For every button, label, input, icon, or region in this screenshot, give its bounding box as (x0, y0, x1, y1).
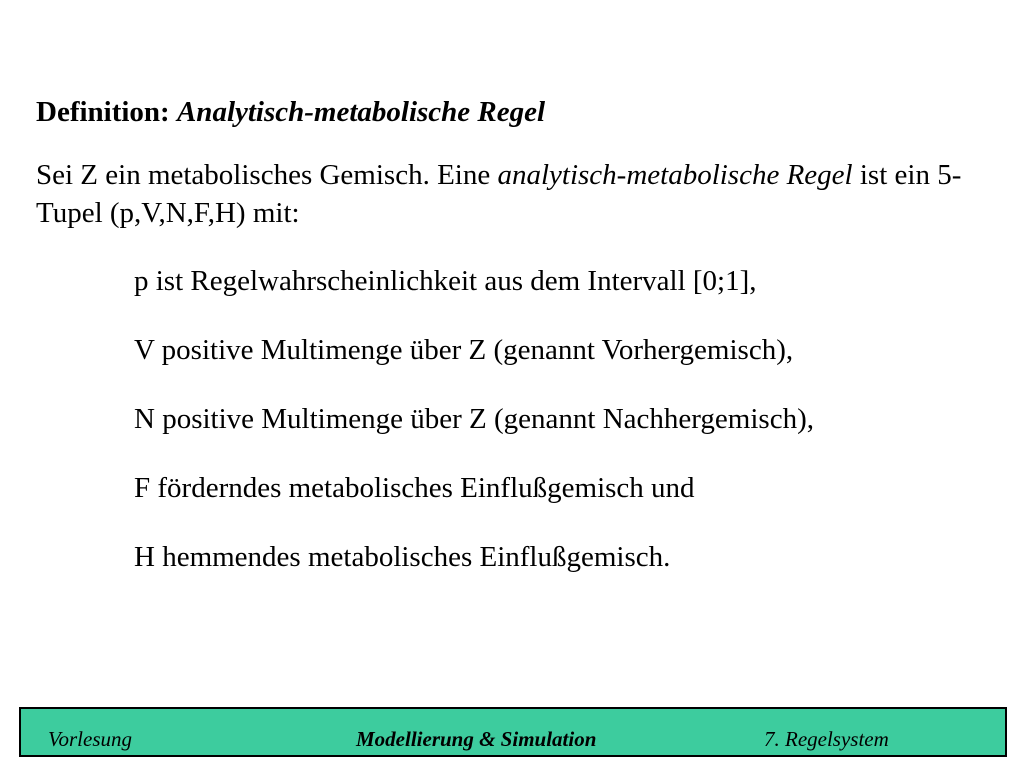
footer-course-title: Modellierung & Simulation (356, 727, 597, 751)
definition-label: Definition: (36, 96, 170, 128)
list-item-n: N positive Multimenge über Z (genannt Nachhergemisch), (134, 403, 814, 435)
intro-text-part1: Sei Z ein metabolisches Gemisch. Eine (36, 159, 498, 191)
intro-emphasis: analytisch-metabolische Regel (497, 159, 853, 191)
intro-text-part2: ist ein 5-Tupel (p,V,N,F,H) mit: (36, 159, 962, 229)
list-item-h: H hemmendes metabolisches Einflußgemisch. (134, 541, 671, 573)
tuple-component-list (134, 262, 814, 607)
footer-chapter: 7. Regelsystem (764, 727, 889, 751)
definition-heading (36, 93, 545, 131)
footer-bar (19, 707, 1007, 757)
list-item-p: p ist Regelwahrscheinlichkeit aus dem Intervall [0;1], (134, 265, 757, 297)
definition-term: Analytisch-metabolische Regel (176, 96, 546, 128)
footer-lecture-label: Vorlesung (48, 727, 132, 751)
definition-intro (36, 156, 1011, 232)
list-item-v: V positive Multimenge über Z (genannt Vorhergemisch), (134, 334, 794, 366)
list-item-f: F förderndes metabolisches Einflußgemisch und (134, 472, 695, 504)
